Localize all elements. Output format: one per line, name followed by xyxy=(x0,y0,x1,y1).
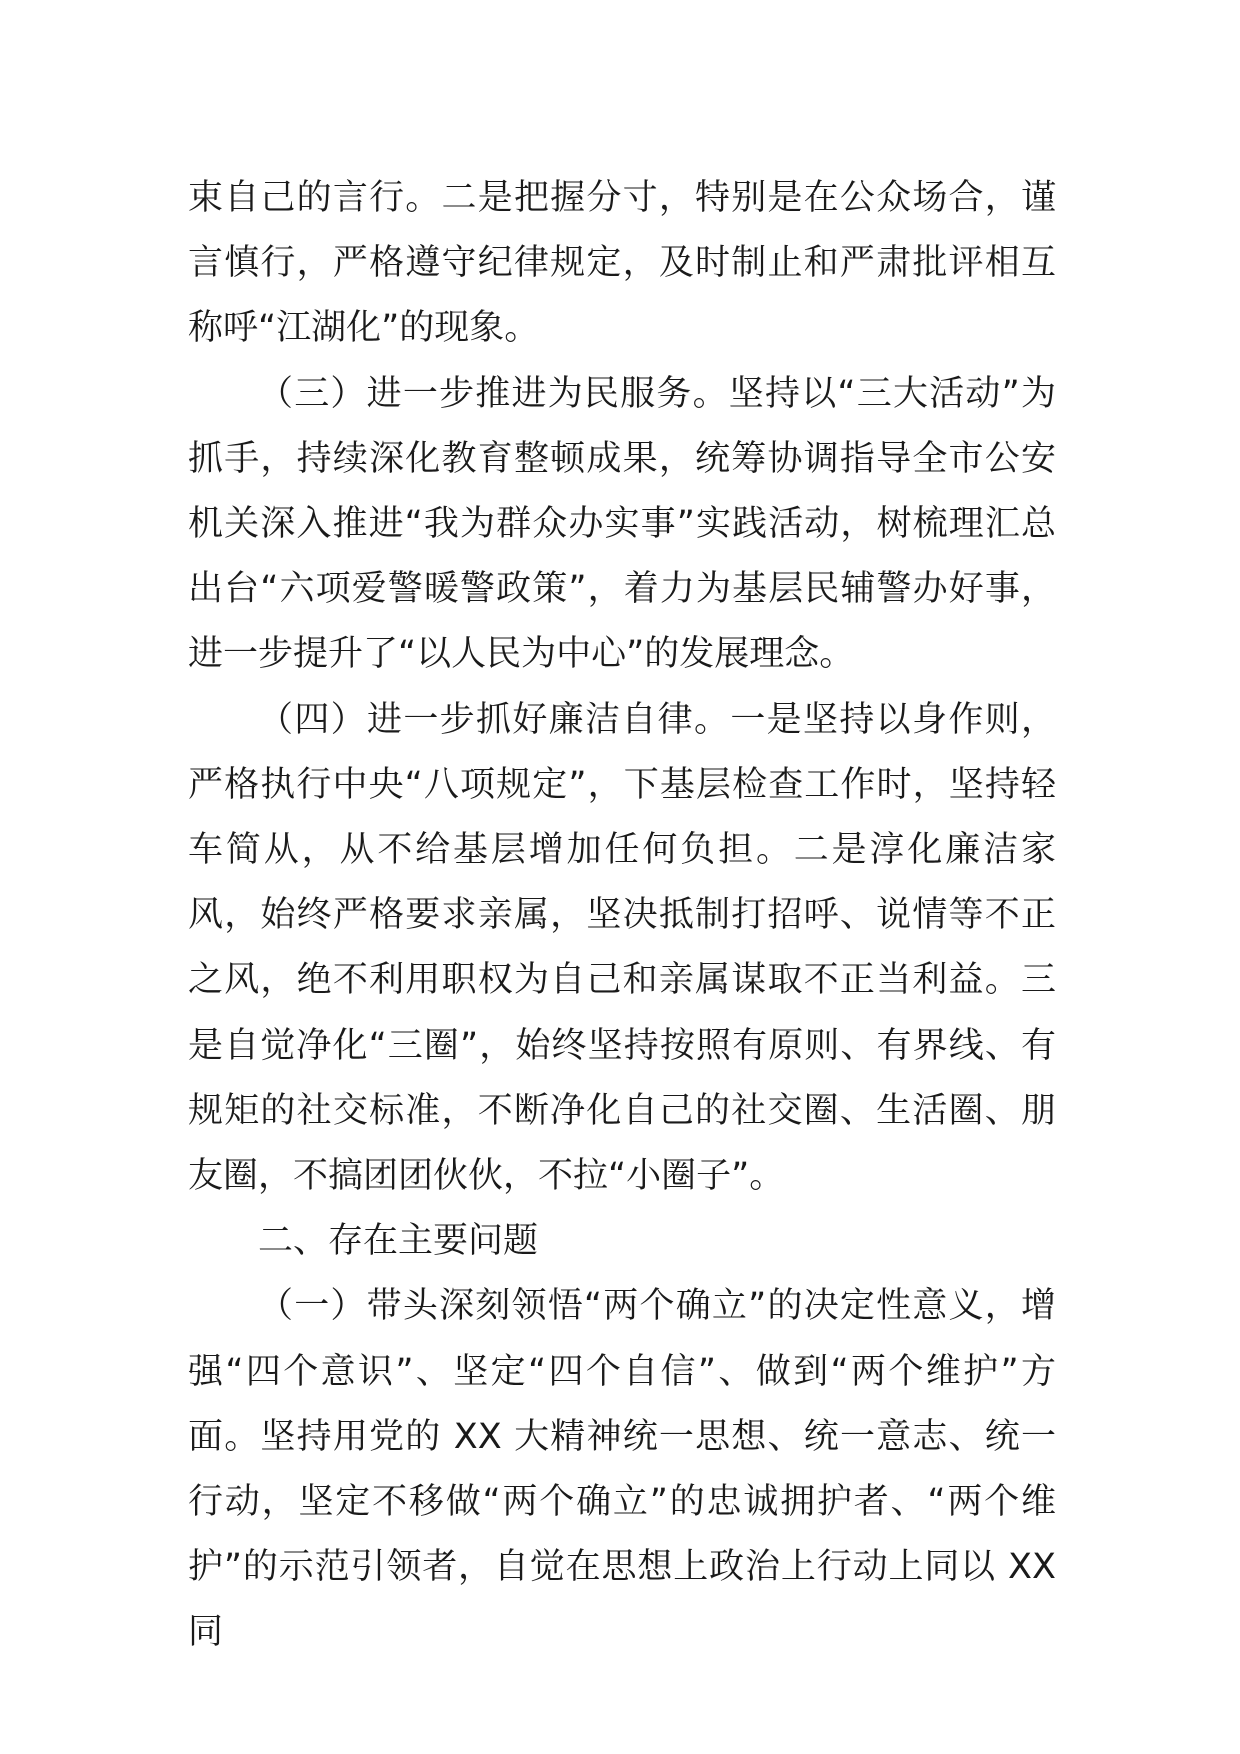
heading-main-problems: 二、存在主要问题 xyxy=(258,1221,539,1262)
paragraph-section-3: （三）进一步推进为民服务。坚持以“三大活动”为抓手，持续深化教育整顿成果，统筹协调指导全市公安机关深入推进“我为群众办实事”实践活动，树梳理汇总出台“六项爱警暖警政策”，着力为基层民辅警办好事，进一步提升了“以人民为中心”的发展理念。 xyxy=(188,373,1056,675)
paragraph-problem-1: （一）带头深刻领悟“两个确立”的决定性意义，增强“四个意识”、坚定“四个自信”、做到“两个维护”方面。坚持用党的 XX 大精神统一思想、统一意志、统一行动，坚定不移做“两个确立”的忠诚拥护者、“两个维护”的示范引领者，自觉在思想上政治上行动上同以 XX 同 xyxy=(188,1286,1056,1653)
paragraph-section-4: （四）进一步抓好廉洁自律。一是坚持以身作则，严格执行中央“八项规定”，下基层检查工作时，坚持轻车简从，从不给基层增加任何负担。二是淳化廉洁家风，始终严格要求亲属，坚决抵制打招呼、说情等不正之风，绝不利用职权为自己和亲属谋取不正当利益。三是自觉净化“三圈”，始终坚持按照有原则、有界线、有规矩的社交标准，不断净化自己的社交圈、生活圈、朋友圈，不搞团团伙伙，不拉“小圈子”。 xyxy=(188,699,1056,1197)
document-body xyxy=(188,166,1056,1666)
paragraph-continuation: 束自己的言行。二是把握分寸，特别是在公众场合，谨言慎行，严格遵守纪律规定，及时制止和严肃批评相互称呼“江湖化”的现象。 xyxy=(188,178,1056,349)
